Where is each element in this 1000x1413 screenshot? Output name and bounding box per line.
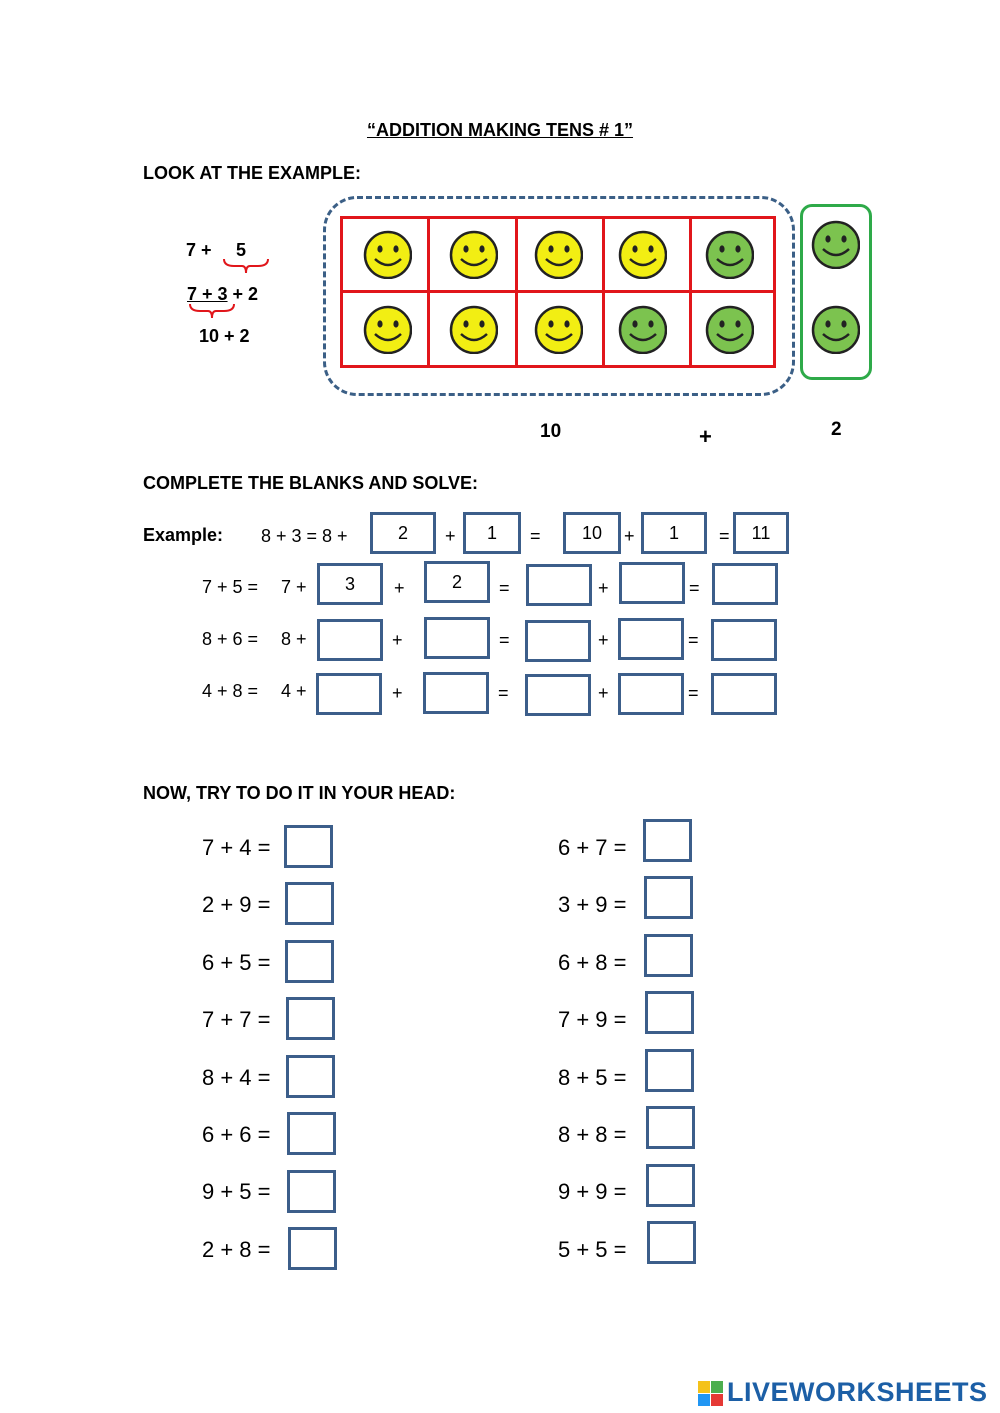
mental-question: 2 + 9 = [202,892,271,917]
worksheet-title: “ADDITION MAKING TENS # 1” [366,120,634,140]
mental-question: 8 + 4 = [202,1065,271,1090]
example-line1-right: 5 [236,240,247,260]
equals-sign: = [499,630,510,650]
plus-sign: + [394,578,405,598]
answer-box[interactable] [525,620,591,662]
mental-answer-box[interactable] [285,940,334,983]
mental-question: 9 + 5 = [202,1179,271,1204]
section-example-heading: LOOK AT THE EXAMPLE: [143,163,361,183]
answer-box[interactable] [424,617,490,659]
footer-brand [697,1377,988,1408]
mental-answer-box[interactable] [284,825,333,868]
yellow-smiley-icon [362,229,412,279]
answer-box[interactable] [619,562,685,604]
row-first-addend: 7 + [281,577,307,597]
answer-box[interactable]: 2 [424,561,490,603]
equals-sign: = [688,630,699,650]
row-lhs: 8 + 6 = [202,629,259,649]
example-box-5: 11 [733,512,789,554]
yellow-smiley-icon [533,304,583,354]
brace-icon [222,257,270,275]
answer-box[interactable] [317,619,383,661]
example-line2-pair: 7 + 3 [187,284,228,304]
plus-sign: + [598,630,609,650]
mental-question: 8 + 5 = [558,1065,627,1090]
mental-question: 7 + 4 = [202,835,271,860]
two-label: 2 [831,419,842,440]
mental-answer-box[interactable] [288,1227,337,1270]
mental-question: 5 + 5 = [558,1237,627,1262]
section-mental-heading: NOW, TRY TO DO IT IN YOUR HEAD: [143,783,456,803]
green-smiley-icon [704,229,754,279]
example-line3: 10 + 2 [199,326,250,346]
green-smiley-icon [810,304,860,354]
yellow-smiley-icon [617,229,667,279]
mental-question: 7 + 9 = [558,1007,627,1032]
answer-box[interactable] [423,672,489,714]
mental-answer-box[interactable] [287,1112,336,1155]
mental-question: 6 + 7 = [558,835,627,860]
example-line1-left: 7 + [186,240,212,260]
example-expression: 8 + 3 = 8 + [261,526,348,546]
example-box-1: 2 [370,512,436,554]
answer-box[interactable] [526,564,592,606]
plus-sign: + [624,526,635,546]
row-first-addend: 4 + [281,681,307,701]
plus-sign: + [598,578,609,598]
mental-answer-box[interactable] [645,1049,694,1092]
mental-question: 8 + 8 = [558,1122,627,1147]
green-smiley-icon [617,304,667,354]
section-blanks-heading: COMPLETE THE BLANKS AND SOLVE: [143,473,479,493]
liveworksheets-logo-icon [697,1378,725,1408]
equals-sign: = [688,683,699,703]
answer-box[interactable] [525,674,591,716]
answer-box[interactable] [618,673,684,715]
brace-icon [188,302,236,320]
mental-answer-box[interactable] [286,1055,335,1098]
equals-sign: = [689,578,700,598]
mental-answer-box[interactable] [647,1221,696,1264]
yellow-smiley-icon [533,229,583,279]
equals-sign: = [498,683,509,703]
mental-question: 6 + 8 = [558,950,627,975]
mental-question: 6 + 5 = [202,950,271,975]
mental-answer-box[interactable] [643,819,692,862]
equals-sign: = [530,526,541,546]
plus-sign: + [445,526,456,546]
yellow-smiley-icon [448,304,498,354]
plus-sign: + [392,630,403,650]
green-smiley-icon [704,304,754,354]
answer-box[interactable] [316,673,382,715]
example-box-2: 1 [463,512,521,554]
mental-question: 3 + 9 = [558,892,627,917]
answer-box[interactable]: 3 [317,563,383,605]
yellow-smiley-icon [448,229,498,279]
mental-question: 7 + 7 = [202,1007,271,1032]
yellow-smiley-icon [362,304,412,354]
mental-answer-box[interactable] [286,997,335,1040]
row-lhs: 7 + 5 = [202,577,259,597]
mental-question: 6 + 6 = [202,1122,271,1147]
ten-label: 10 [540,421,562,442]
mental-question: 9 + 9 = [558,1179,627,1204]
mental-answer-box[interactable] [645,991,694,1034]
answer-box[interactable] [711,619,777,661]
green-smiley-icon [810,219,860,269]
mental-answer-box[interactable] [646,1106,695,1149]
equals-sign: = [499,578,510,598]
example-box-4: 1 [641,512,707,554]
plus-sign: + [598,683,609,703]
mental-answer-box[interactable] [646,1164,695,1207]
mental-answer-box[interactable] [644,876,693,919]
mental-answer-box[interactable] [287,1170,336,1213]
mental-question: 2 + 8 = [202,1237,271,1262]
mental-answer-box[interactable] [644,934,693,977]
mental-answer-box[interactable] [285,882,334,925]
row-lhs: 4 + 8 = [202,681,259,701]
example-box-3: 10 [563,512,621,554]
brand-name: LIVEWORKSHEETS [727,1377,988,1407]
answer-box[interactable] [712,563,778,605]
plus-label: + [699,424,712,449]
answer-box[interactable] [711,673,777,715]
example-label: Example: [143,525,224,545]
example-line2-rest: + 2 [227,284,259,304]
answer-box[interactable] [618,618,684,660]
plus-sign: + [392,683,403,703]
equals-sign: = [719,526,730,546]
row-first-addend: 8 + [281,629,307,649]
